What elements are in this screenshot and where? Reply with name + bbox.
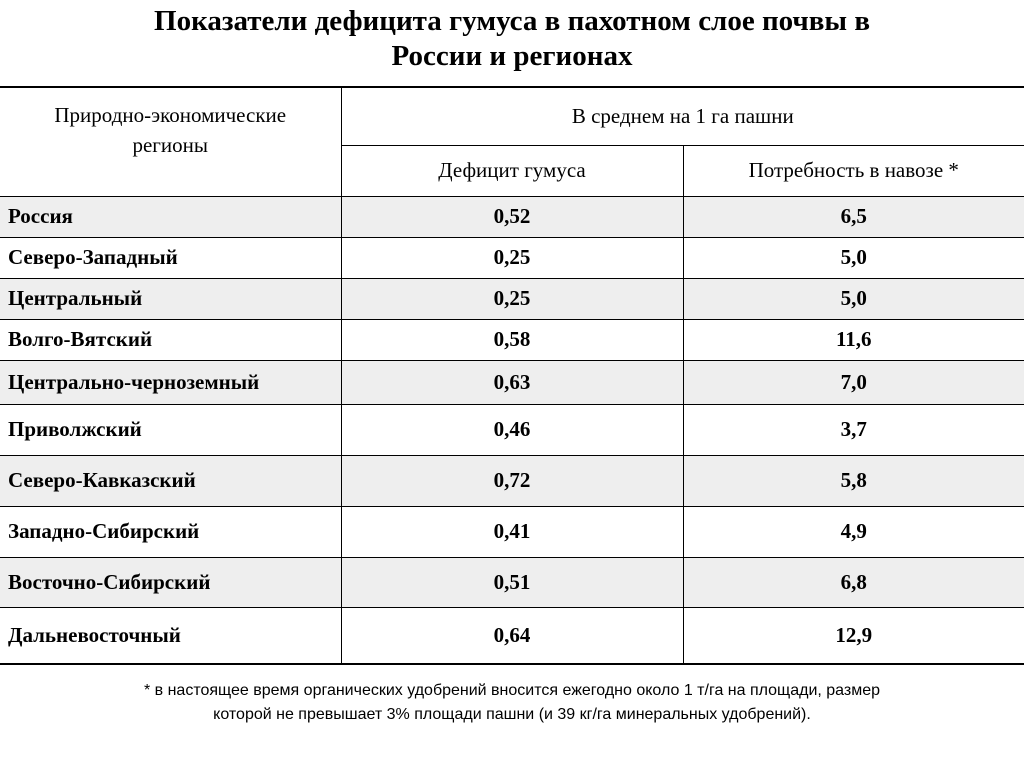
region-name: Волго-Вятский: [0, 319, 341, 360]
humus-deficit-value: 0,58: [341, 319, 683, 360]
region-name: Центрально-черноземный: [0, 360, 341, 404]
humus-deficit-value: 0,63: [341, 360, 683, 404]
title-line-1: Показатели дефицита гумуса в пахотном слое почвы в: [154, 5, 870, 37]
humus-deficit-value: 0,52: [341, 196, 683, 237]
table-row: [0, 506, 1024, 557]
manure-need-value: 11,6: [683, 319, 1024, 360]
table-row: [0, 404, 1024, 455]
manure-need-value: 7,0: [683, 360, 1024, 404]
table-row: [0, 360, 1024, 404]
humus-deficit-value: 0,72: [341, 455, 683, 506]
humus-deficit-value: 0,51: [341, 557, 683, 607]
humus-deficit-table: [0, 86, 1024, 665]
region-name: Россия: [0, 196, 341, 237]
humus-deficit-value: 0,46: [341, 404, 683, 455]
header-average-per-hectare: В среднем на 1 га пашни: [341, 87, 1024, 145]
header-humus-deficit: Дефицит гумуса: [341, 145, 683, 196]
page-title: [0, 4, 1024, 74]
footnote-line-1: * в настоящее время органических удобрений вносится ежегодно около 1 т/га на площади, размер: [143, 682, 881, 699]
table-row: [0, 607, 1024, 664]
humus-deficit-value: 0,25: [341, 237, 683, 278]
table-row: [0, 557, 1024, 607]
title-line-2: России и регионах: [391, 40, 633, 72]
header-manure-need: Потребность в навозе *: [683, 145, 1024, 196]
humus-deficit-value: 0,25: [341, 278, 683, 319]
table-row: [0, 196, 1024, 237]
manure-need-value: 5,8: [683, 455, 1024, 506]
footnote: [0, 679, 1024, 727]
manure-need-value: 5,0: [683, 237, 1024, 278]
region-name: Дальневосточный: [0, 607, 341, 664]
table-row: [0, 278, 1024, 319]
manure-need-value: 6,8: [683, 557, 1024, 607]
footnote-line-2: которой не превышает 3% площади пашни (и 39 кг/га минеральных удобрений).: [213, 706, 811, 723]
manure-need-value: 6,5: [683, 196, 1024, 237]
table-row: [0, 319, 1024, 360]
header-regions-line-2: регионы: [132, 133, 209, 157]
region-name: Центральный: [0, 278, 341, 319]
manure-need-value: 3,7: [683, 404, 1024, 455]
region-name: Северо-Кавказский: [0, 455, 341, 506]
region-name: Приволжский: [0, 404, 341, 455]
humus-deficit-value: 0,41: [341, 506, 683, 557]
manure-need-value: 12,9: [683, 607, 1024, 664]
manure-need-value: 5,0: [683, 278, 1024, 319]
region-name: Восточно-Сибирский: [0, 557, 341, 607]
region-name: Западно-Сибирский: [0, 506, 341, 557]
manure-need-value: 4,9: [683, 506, 1024, 557]
humus-deficit-value: 0,64: [341, 607, 683, 664]
region-name: Северо-Западный: [0, 237, 341, 278]
header-regions-line-1: Природно-экономические: [54, 103, 287, 127]
table-row: [0, 455, 1024, 506]
header-regions: [0, 87, 341, 196]
table-row: [0, 237, 1024, 278]
